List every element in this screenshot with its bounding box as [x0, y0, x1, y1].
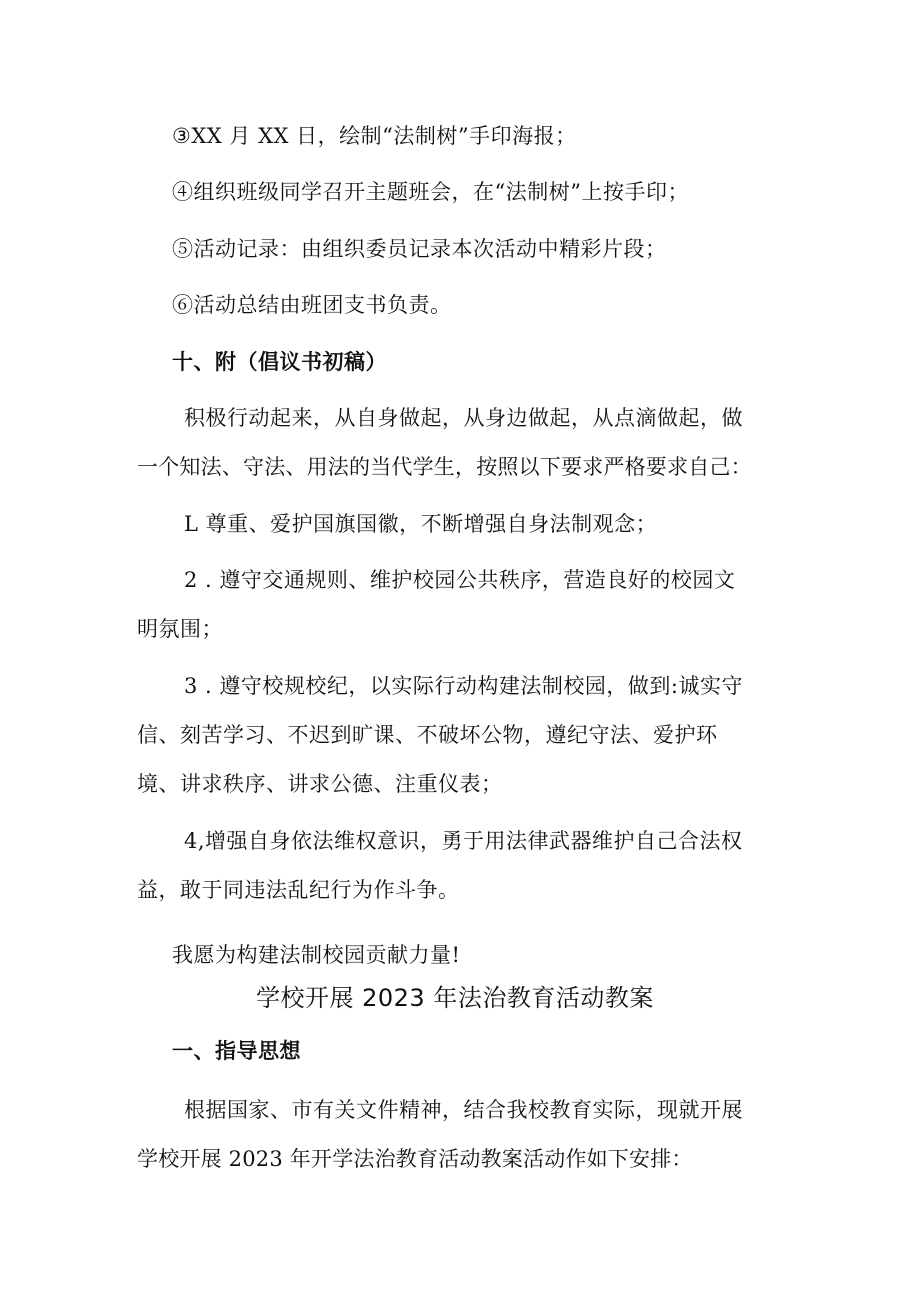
proposal-paragraph-line-1: 积极行动起来，从自身做起，从身边做起，从点滴做起，做: [184, 406, 743, 430]
proposal-item-3-line-3: 境、讲求秩序、讲求公德、注重仪表；: [137, 772, 503, 796]
proposal-item-3-line-1: 3 . 遵守校规校纪，以实际行动构建法制校园，做到:诚实守: [184, 674, 743, 698]
proposal-item-3-line-2: 信、刻苦学习、不迟到旷课、不破坏公物，遵纪守法、爱护环: [137, 723, 718, 747]
document-title: 学校开展 2023 年法治教育活动教案: [256, 984, 654, 1012]
pledge-line: 我愿为构建法制校园贡献力量!: [172, 943, 461, 967]
proposal-item-1: L 尊重、爱护国旗国徽，不断增强自身法制观念；: [184, 512, 658, 536]
activity-step-3: ③XX 月 XX 日，绘制“法制树”手印海报；: [172, 124, 577, 148]
proposal-item-2-line-1: 2 . 遵守交通规则、维护校园公共秩序，营造良好的校园文: [184, 568, 736, 592]
activity-step-4: ④组织班级同学召开主题班会，在“法制树”上按手印；: [172, 180, 689, 204]
guiding-paragraph-line-1: 根据国家、市有关文件精神，结合我校教育实际，现就开展: [184, 1098, 743, 1122]
proposal-item-4-line-2: 益，敢于同违法乱纪行为作斗争。: [137, 878, 460, 902]
proposal-item-2-line-2: 明氛围；: [137, 617, 223, 641]
activity-step-5: ⑤活动记录：由组织委员记录本次活动中精彩片段；: [172, 237, 667, 261]
proposal-item-4-line-1: 4,增强自身依法维权意识，勇于用法律武器维护自己合法权: [184, 829, 743, 853]
section-heading-guiding-ideology: 一、指导思想: [172, 1039, 301, 1063]
guiding-paragraph-line-2: 学校开展 2023 年开学法治教育活动教案活动作如下安排：: [137, 1147, 693, 1171]
proposal-paragraph-line-2: 一个知法、守法、用法的当代学生，按照以下要求严格要求自己：: [137, 455, 752, 479]
activity-step-6: ⑥活动总结由班团支书负责。: [172, 293, 452, 317]
section-heading-appendix: 十、附（倡议书初稿）: [172, 350, 387, 374]
